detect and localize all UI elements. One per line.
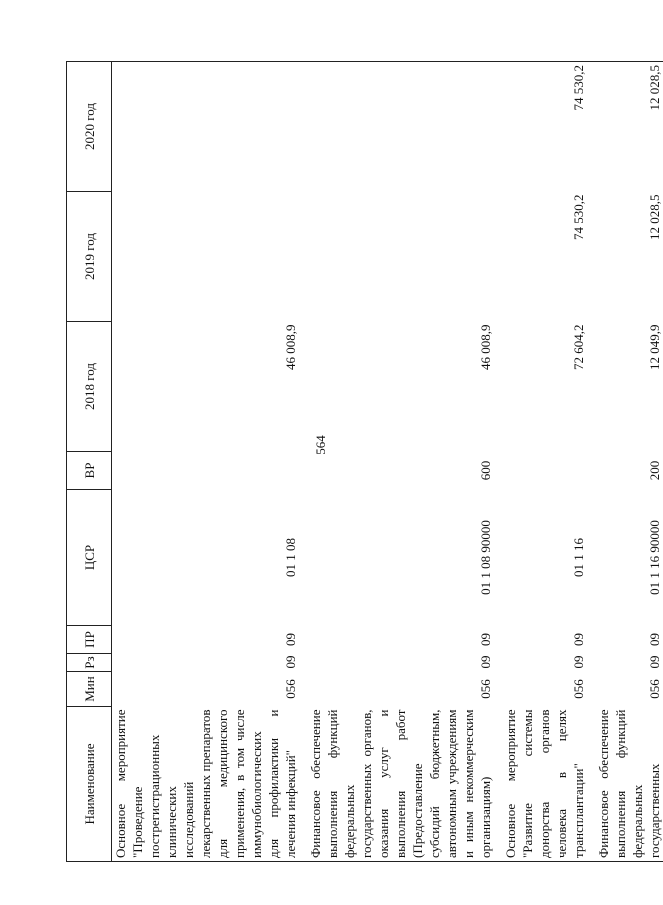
row-rz: 09 (283, 655, 298, 669)
row-2018: 46 008,9 (283, 324, 298, 370)
row-min: 056 (283, 679, 298, 699)
row-csr: 01 1 16 (571, 538, 586, 577)
table-header-row (67, 62, 112, 862)
row-2020: 74 530,2 (502, 62, 595, 192)
row-min: 056 (478, 679, 493, 699)
header-2020: 2020 год (67, 62, 112, 192)
row-name: Финансовое обеспечение выполнения функций федеральных государственных органов, оказания услуг и выполнения работ (Предоставление субсидий бюджетным, автономным учреждениям и иным некоммерческим организациям) (307, 707, 502, 862)
row-2019: 74 530,2 (571, 194, 586, 240)
table-row (502, 62, 595, 862)
row-name: Основное мероприятие "Развитие системы донорства органов человека в целях трансплантации" (502, 707, 595, 862)
budget-table (66, 61, 663, 862)
row-csr: 01 1 08 (283, 538, 298, 577)
header-name: Наименование (67, 707, 112, 862)
header-vr: ВР (67, 452, 112, 490)
row-rz: 09 (571, 655, 586, 669)
row-vr: 600 (478, 460, 493, 481)
row-pr: 09 (478, 633, 493, 646)
row-pr: 09 (647, 633, 662, 646)
row-rz: 09 (478, 655, 493, 669)
header-min: Мин (67, 672, 112, 707)
row-2020: 12 028,5 (595, 62, 663, 192)
row-name: Финансовое обеспечение выполнения функций федеральных государственных (595, 707, 663, 862)
row-min: 056 (571, 679, 586, 699)
header-2018: 2018 год (67, 322, 112, 452)
table-row (595, 62, 663, 862)
table-row (307, 62, 502, 862)
row-2018: 46 008,9 (478, 324, 493, 370)
row-2019 (112, 192, 308, 322)
row-name: Основное мероприятие "Проведение пострегистрационных клинических исследований лекарственных препаратов для медицинского применения, в том числе иммунобиологических для профилактики и лечения инфекций" (112, 707, 308, 862)
row-2019 (307, 192, 502, 322)
row-csr: 01 1 16 90000 (647, 520, 662, 595)
row-2018: 72 604,2 (571, 324, 586, 370)
page-number: 564 (313, 435, 328, 455)
row-2020 (307, 62, 502, 192)
row-2019: 12 028,5 (647, 194, 662, 240)
header-2019: 2019 год (67, 192, 112, 322)
row-2020 (112, 62, 308, 192)
table-row (112, 62, 308, 862)
row-min: 056 (647, 679, 662, 699)
row-rz: 09 (647, 655, 662, 669)
row-vr (112, 452, 308, 490)
row-csr: 01 1 08 90000 (478, 520, 493, 595)
header-csr: ЦСР (67, 490, 112, 626)
header-pr: ПР (67, 626, 112, 654)
row-vr: 200 (647, 460, 662, 481)
row-vr (502, 452, 595, 490)
row-2018: 12 049,9 (647, 324, 662, 370)
row-pr: 09 (283, 633, 298, 646)
rotated-table-container (66, 62, 662, 862)
row-pr: 09 (571, 633, 586, 646)
header-rz: Рз (67, 654, 112, 672)
